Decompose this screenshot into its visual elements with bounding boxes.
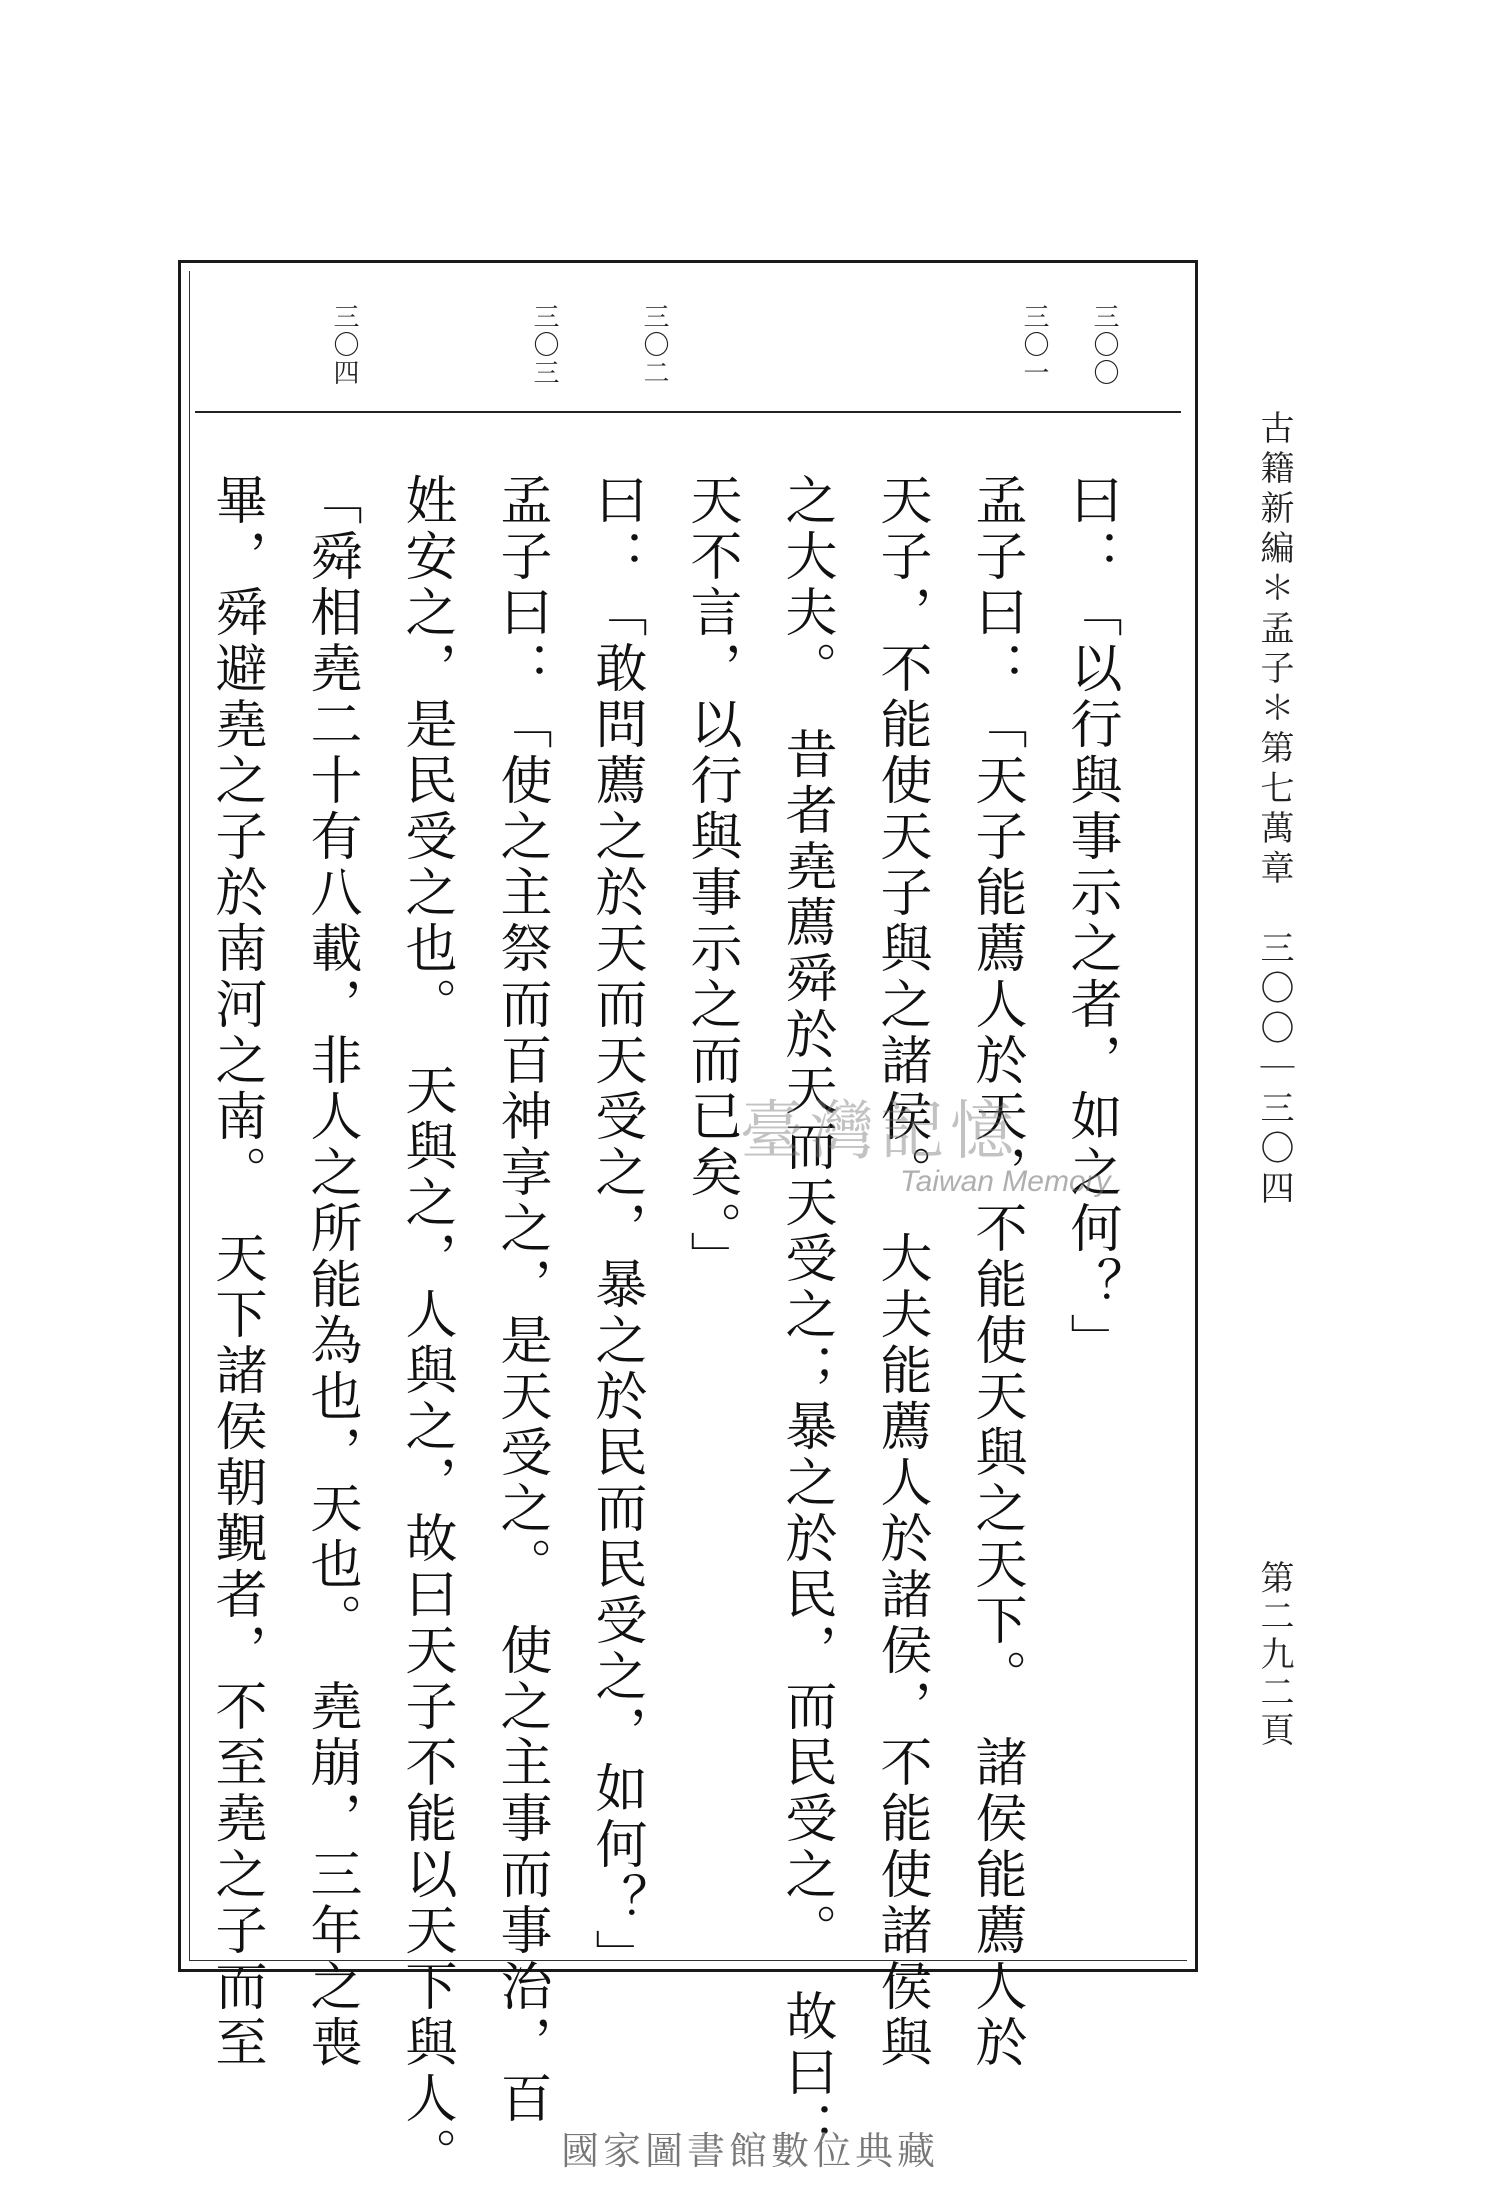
text-column-2: 孟子曰：「天子能薦人於天，不能使天與之天下。 諸侯能薦人於 [966, 473, 1026, 2071]
text-column-5: 天不言，以行與事示之而已矣。」 [681, 473, 741, 1287]
text-column-9: 「舜相堯二十有八載，非人之所能為也，天也。 堯崩，三年之喪 [301, 473, 361, 2071]
text-column-4: 之大夫。 昔者堯薦舜於天而天受之；暴之於民，而民受之。 故曰： [776, 473, 836, 2157]
text-column-6: 曰：「敢問薦之於天而天受之，暴之於民而民受之，如何？」 [586, 473, 646, 1985]
text-column-10: 畢，舜避堯之子於南河之南。 天下諸侯朝覲者，不至堯之子而至 [206, 473, 266, 2071]
verse-number-300: 三〇〇 [1089, 303, 1119, 387]
verse-number-302: 三〇二 [639, 303, 669, 387]
footer-collection-label: 國家圖書館數位典藏 [560, 2129, 939, 2173]
text-column-8: 姓安之，是民受之也。 天與之，人與之，故曰天子不能以天下與人。 [396, 473, 456, 2183]
header-divider [195, 411, 1181, 413]
text-column-1: 曰：「以行與事示之者，如之何？」 [1061, 473, 1121, 1369]
verse-number-301: 三〇一 [1019, 303, 1049, 387]
running-title: 古籍新編＊孟子＊第七萬章 三〇〇｜三〇四 [1254, 410, 1294, 1210]
page-number: 第二九二頁 [1254, 1560, 1294, 1750]
watermark-logo-english: Taiwan Memory [900, 1165, 1111, 1198]
text-column-3: 天子，不能使天子與之諸侯。 大夫能薦人於諸侯，不能使諸侯與 [871, 473, 931, 2071]
verse-number-303: 三〇三 [529, 303, 559, 387]
verse-number-304: 三〇四 [329, 303, 359, 387]
watermark-logo: 臺灣記憶 [740, 1095, 1020, 1169]
text-column-7: 孟子曰：「使之主祭而百神享之，是天受之。 使之主事而事治，百 [491, 473, 551, 2127]
